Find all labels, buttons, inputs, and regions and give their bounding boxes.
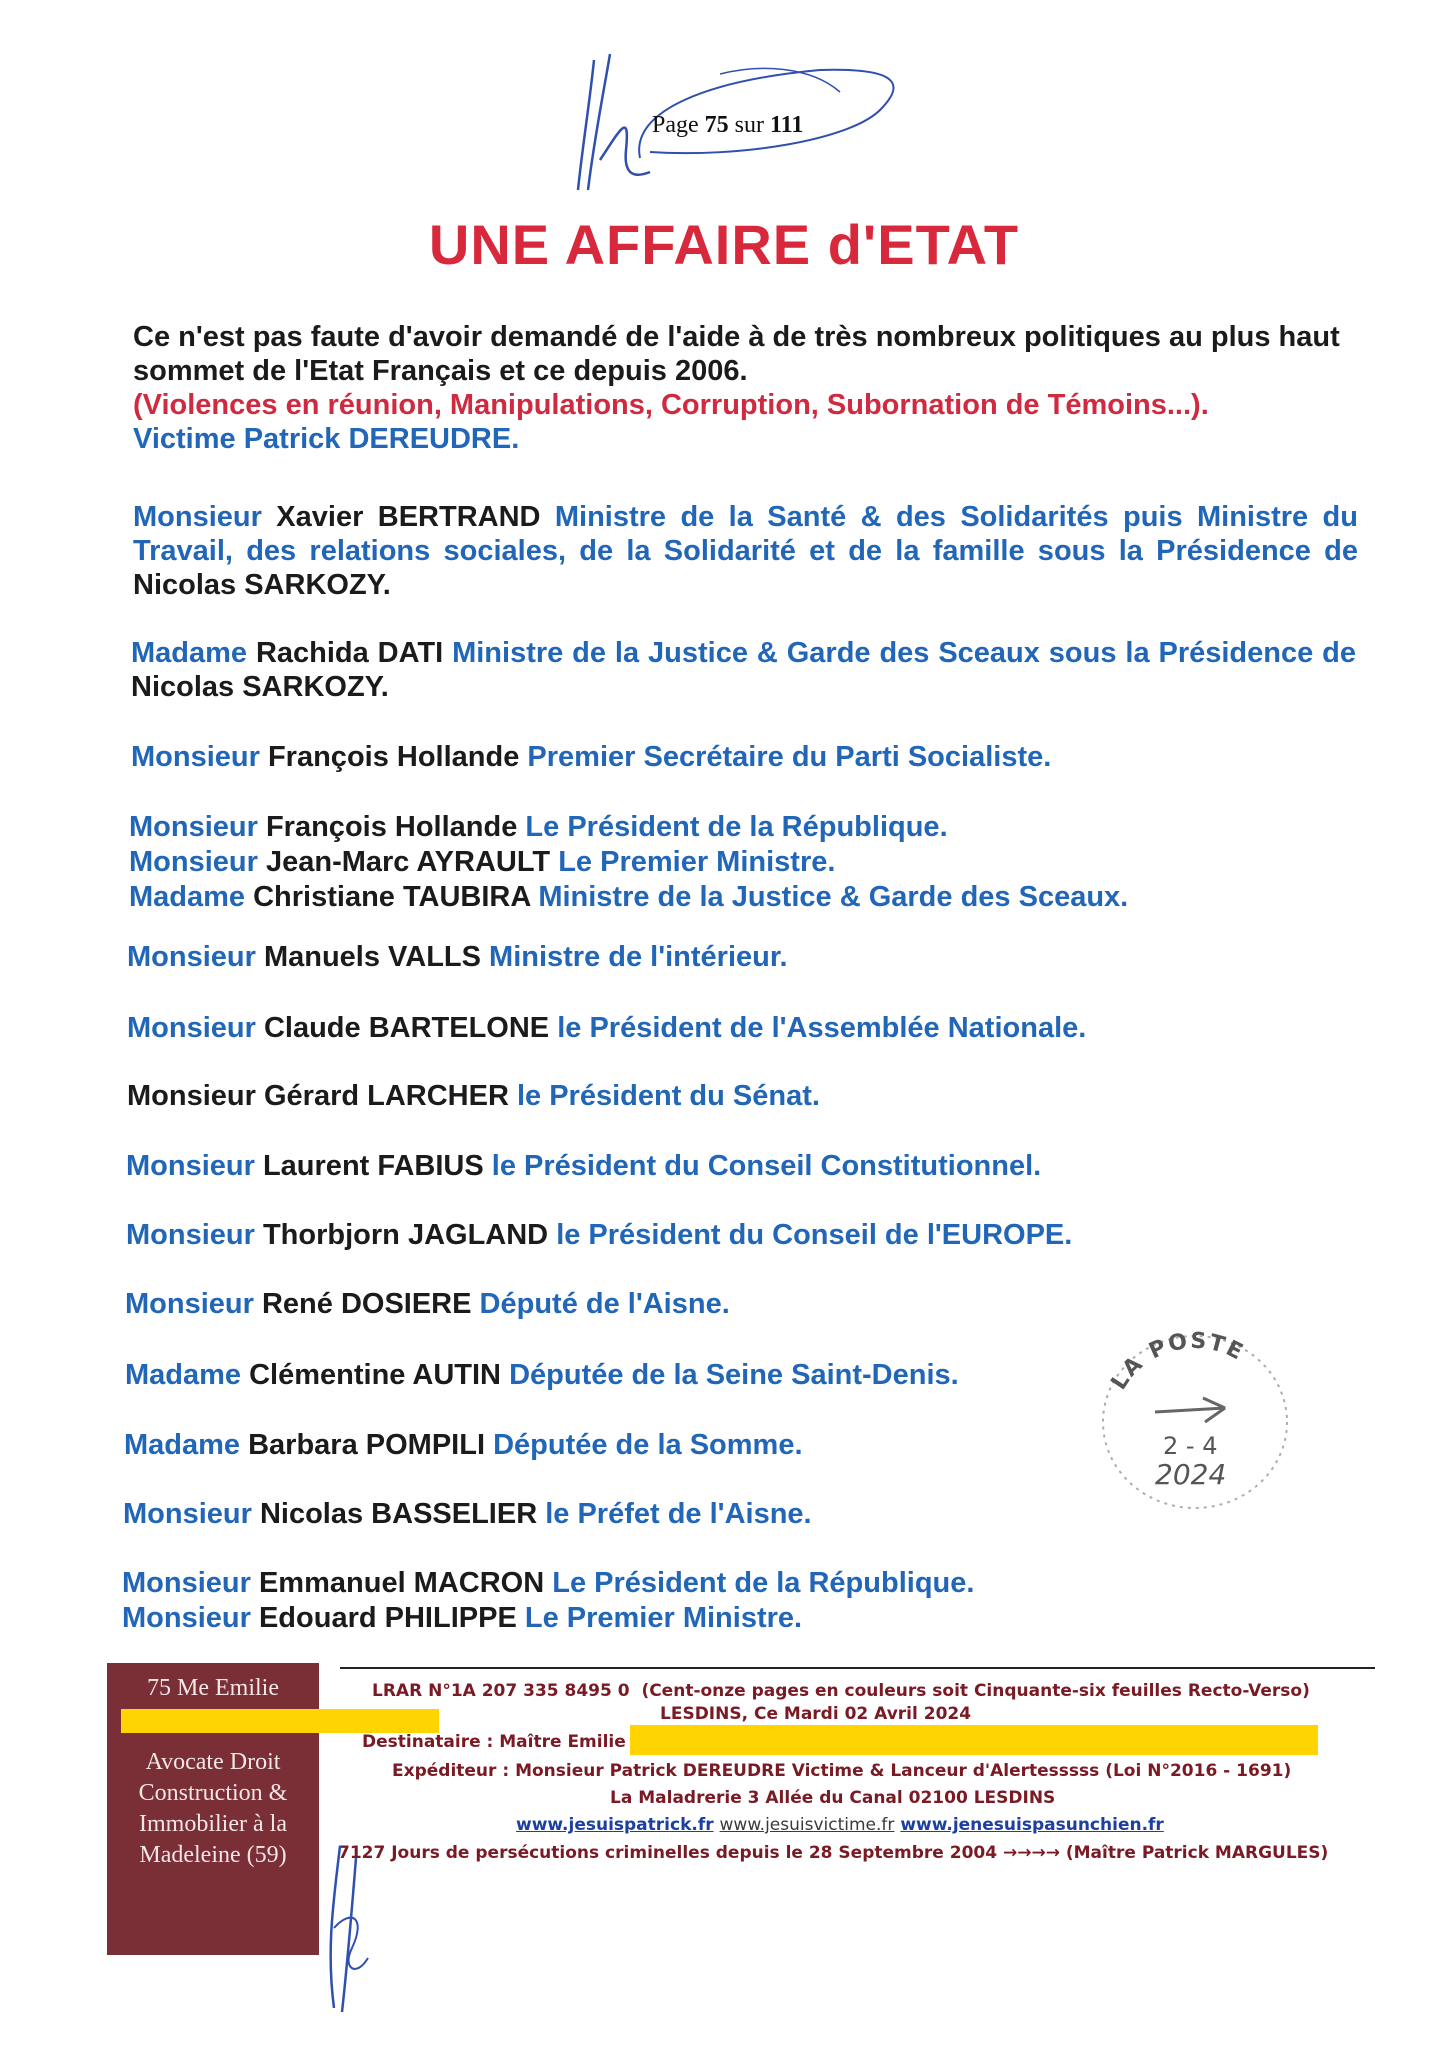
recipient-entry: Madame Barbara POMPILI Députée de la Somme.: [124, 1429, 803, 1461]
svg-text:LA POSTE: [1107, 1329, 1249, 1395]
recipient-entry: Monsieur Xavier BERTRAND Ministre de la Santé & des Solidarités puis Ministre du Travail, des relations sociales, de la Solidarité et de la famille sous la Présidence de Nicolas SARKOZY.: [133, 501, 1358, 601]
handwritten-initials-signature: [312, 1838, 392, 2018]
footer-divider: [340, 1667, 1375, 1669]
recipient-entry: Monsieur Emmanuel MACRON Le Président de la République.: [122, 1567, 975, 1599]
expediteur-line: Expéditeur : Monsieur Patrick DEREUDRE Victime & Lanceur d'Alertesssss (Loi N°2016 - 1691): [392, 1761, 1292, 1781]
recipient-entry: Monsieur François Hollande Le Président de la République.: [129, 811, 948, 843]
recipient-entry: Monsieur François Hollande Premier Secrétaire du Parti Socialiste.: [131, 741, 1052, 773]
recipient-entry: Madame Christiane TAUBIRA Ministre de la Justice & Garde des Sceaux.: [129, 881, 1129, 913]
recipient-entry: Monsieur Laurent FABIUS le Président du Conseil Constitutionnel.: [126, 1150, 1042, 1182]
recipient-entry: Madame Rachida DATI Ministre de la Justice & Garde des Sceaux sous la Présidence de Nicolas SARKOZY.: [131, 637, 1356, 703]
box-line: Immobilier à la: [139, 1811, 287, 1837]
box-line: Madeleine (59): [139, 1842, 287, 1868]
lrar-line: LRAR N°1A 207 335 8495 0 (Cent-onze pages en couleurs soit Cinquante-six feuilles Recto-Verso): [372, 1681, 1310, 1701]
box-line: Construction &: [138, 1780, 288, 1806]
victim-line: Victime Patrick DEREUDRE.: [133, 423, 520, 455]
recipient-entry: Monsieur Gérard LARCHER le Président du Sénat.: [127, 1080, 820, 1112]
destinataire-line: Destinataire : Maître Emilie: [362, 1732, 626, 1752]
postmark-text: LA POSTE: [1106, 1328, 1249, 1395]
website-link[interactable]: www.jesuispatrick.fr: [516, 1815, 714, 1835]
website-link[interactable]: www.jesuisvictime.fr: [719, 1815, 895, 1835]
website-link[interactable]: www.jenesuispasunchien.fr: [900, 1815, 1164, 1835]
intro-line: Ce n'est pas faute d'avoir demandé de l'aide à de très nombreux politiques au plus haut sommet de l'Etat Français et ce depuis 2006.: [133, 321, 1340, 387]
postmark-date-day-month: 2 - 4: [1163, 1432, 1218, 1460]
page-title: UNE AFFAIRE d'ETAT: [428, 213, 1020, 276]
redaction-bar: [630, 1725, 1318, 1755]
recipient-entry: Monsieur René DOSIERE Député de l'Aisne.: [125, 1288, 730, 1320]
page-number: Page 75 sur 111: [652, 112, 804, 138]
recipient-entry: Madame Clémentine AUTIN Députée de la Seine Saint-Denis.: [125, 1359, 959, 1391]
place-date-line: LESDINS, Ce Mardi 02 Avril 2024: [660, 1704, 972, 1724]
recipient-entry: Monsieur Nicolas BASSELIER le Préfet de l'Aisne.: [123, 1498, 812, 1530]
persecution-days-line: 7127 Jours de persécutions criminelles depuis le 28 Septembre 2004 →→→→ (Maître Patrick MARGULES): [338, 1843, 1329, 1863]
offences-line: (Violences en réunion, Manipulations, Corruption, Subornation de Témoins...).: [133, 389, 1209, 421]
postmark-date-year: 2024: [1155, 1458, 1227, 1491]
recipient-entry: Monsieur Edouard PHILIPPE Le Premier Ministre.: [122, 1602, 803, 1634]
recipient-entry: Monsieur Manuels VALLS Ministre de l'intérieur.: [127, 941, 788, 973]
box-line: Avocate Droit: [145, 1749, 281, 1775]
recipient-entry: Monsieur Thorbjorn JAGLAND le Président du Conseil de l'EUROPE.: [126, 1219, 1073, 1251]
redaction-bar: [121, 1709, 439, 1733]
recipient-address-box: [107, 1663, 319, 1955]
recipient-entry: Monsieur Claude BARTELONE le Président de l'Assemblée Nationale.: [127, 1012, 1087, 1044]
postmark-stamp: [1085, 1322, 1305, 1522]
intro-paragraph: [133, 320, 1353, 456]
recipient-entry: Monsieur Jean-Marc AYRAULT Le Premier Ministre.: [129, 846, 836, 878]
websites-line: [516, 1815, 1164, 1835]
box-line: 75 Me Emilie: [147, 1675, 279, 1701]
address-line: La Maladrerie 3 Allée du Canal 02100 LESDINS: [610, 1788, 1056, 1808]
